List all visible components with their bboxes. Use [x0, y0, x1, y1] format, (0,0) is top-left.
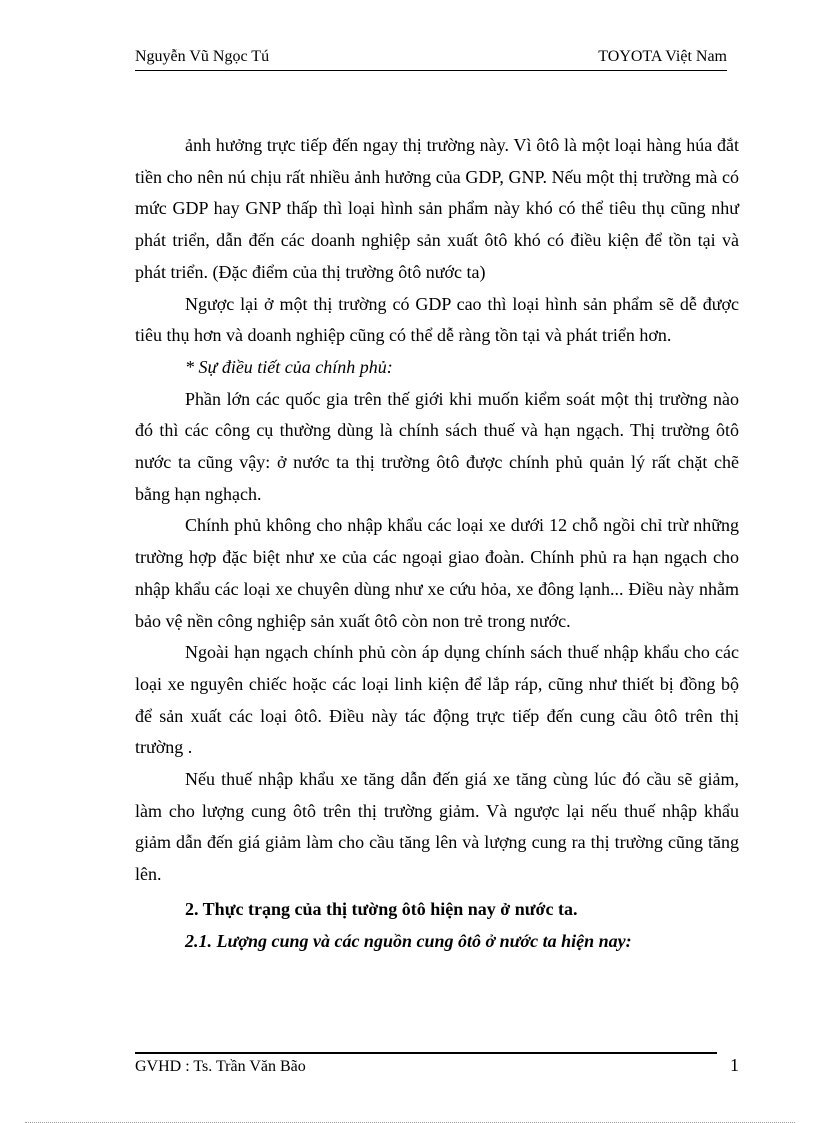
header-company: TOYOTA Việt Nam	[598, 48, 727, 65]
paragraph-import-ban: Chính phủ không cho nhập khẩu các loại xe dưới 12 chỗ ngồi chỉ trừ những trường hợp đặc biệt như xe của các ngoại giao đoàn. Chính phủ ra hạn ngạch cho nhập khẩu các loại xe chuyên dùng như xe cứu hỏa, xe đông lạnh... Điều này nhằm bảo vệ nền công nghiệp sản xuất ôtô còn non trẻ trong nước.	[135, 515, 739, 631]
footer-divider	[135, 1052, 717, 1054]
subsection-heading-supply: 2.1. Lượng cung và các nguồn cung ôtô ở nước ta hiện nay:	[185, 930, 632, 951]
header-divider	[135, 70, 727, 71]
paragraph-tax-effect: Nếu thuế nhập khẩu xe tăng dẫn đến giá xe tăng cùng lúc đó cầu sẽ giảm, làm cho lượng cung ôtô trên thị trường giảm. Và ngược lại nếu thuế nhập khẩu giảm dẫn đến giá giảm làm cho cầu tăng lên và lượng cung ra thị trường cũng tăng lên.	[135, 769, 739, 885]
paragraph-import-tax: Ngoài hạn ngạch chính phủ còn áp dụng chính sách thuế nhập khẩu cho các loại xe nguyên chiếc hoặc các loại linh kiện để lắp ráp, cũng như thiết bị đồng bộ để sản xuất các loại ôtô. Điều này tác động trực tiếp đến cung cầu ôtô trên thị trường .	[135, 642, 739, 758]
paragraph-tax-quota-tools: Phần lớn các quốc gia trên thế giới khi muốn kiểm soát một thị trường nào đó thì các công cụ thường dùng là chính sách thuế và hạn ngạch. Thị trường ôtô nước ta cũng vậy: ở nước ta thị trường ôtô được chính phủ quản lý rất chặt chẽ bằng hạn nghạch.	[135, 388, 739, 504]
header-author: Nguyễn Vũ Ngọc Tú	[135, 48, 270, 65]
subheading-government-regulation: * Sự điều tiết của chính phủ:	[185, 356, 393, 377]
page-header	[135, 47, 727, 67]
page-number: 1	[730, 1055, 739, 1075]
document-body	[135, 130, 739, 957]
page-footer	[135, 1055, 739, 1076]
paragraph-high-gdp: Ngược lại ở một thị trường có GDP cao thì loại hình sản phẩm sẽ dễ được tiêu thụ hơn và doanh nghiệp cũng có thể dễ ràng tồn tại và phát triển hơn.	[135, 293, 739, 346]
footer-supervisor: GVHD : Ts. Trần Văn Bão	[135, 1058, 306, 1075]
section-heading-current-state: 2. Thực trạng của thị tường ôtô hiện nay ở nước ta.	[185, 898, 578, 919]
paragraph-gdp-impact: ảnh hưởng trực tiếp đến ngay thị trường này. Vì ôtô là một loại hàng húa đắt tiền cho nên nú chịu rất nhiều ảnh hưởng của GDP, GNP. Nếu một thị trường mà có mức GDP hay GNP thấp thì loại hình sản phẩm này khó có thể tiêu thụ cũng như phát triển, dẫn đến các doanh nghiệp sản xuất ôtô khó có điều kiện để tồn tại và phát triển. (Đặc điểm của thị trường ôtô nước ta)	[135, 135, 739, 282]
